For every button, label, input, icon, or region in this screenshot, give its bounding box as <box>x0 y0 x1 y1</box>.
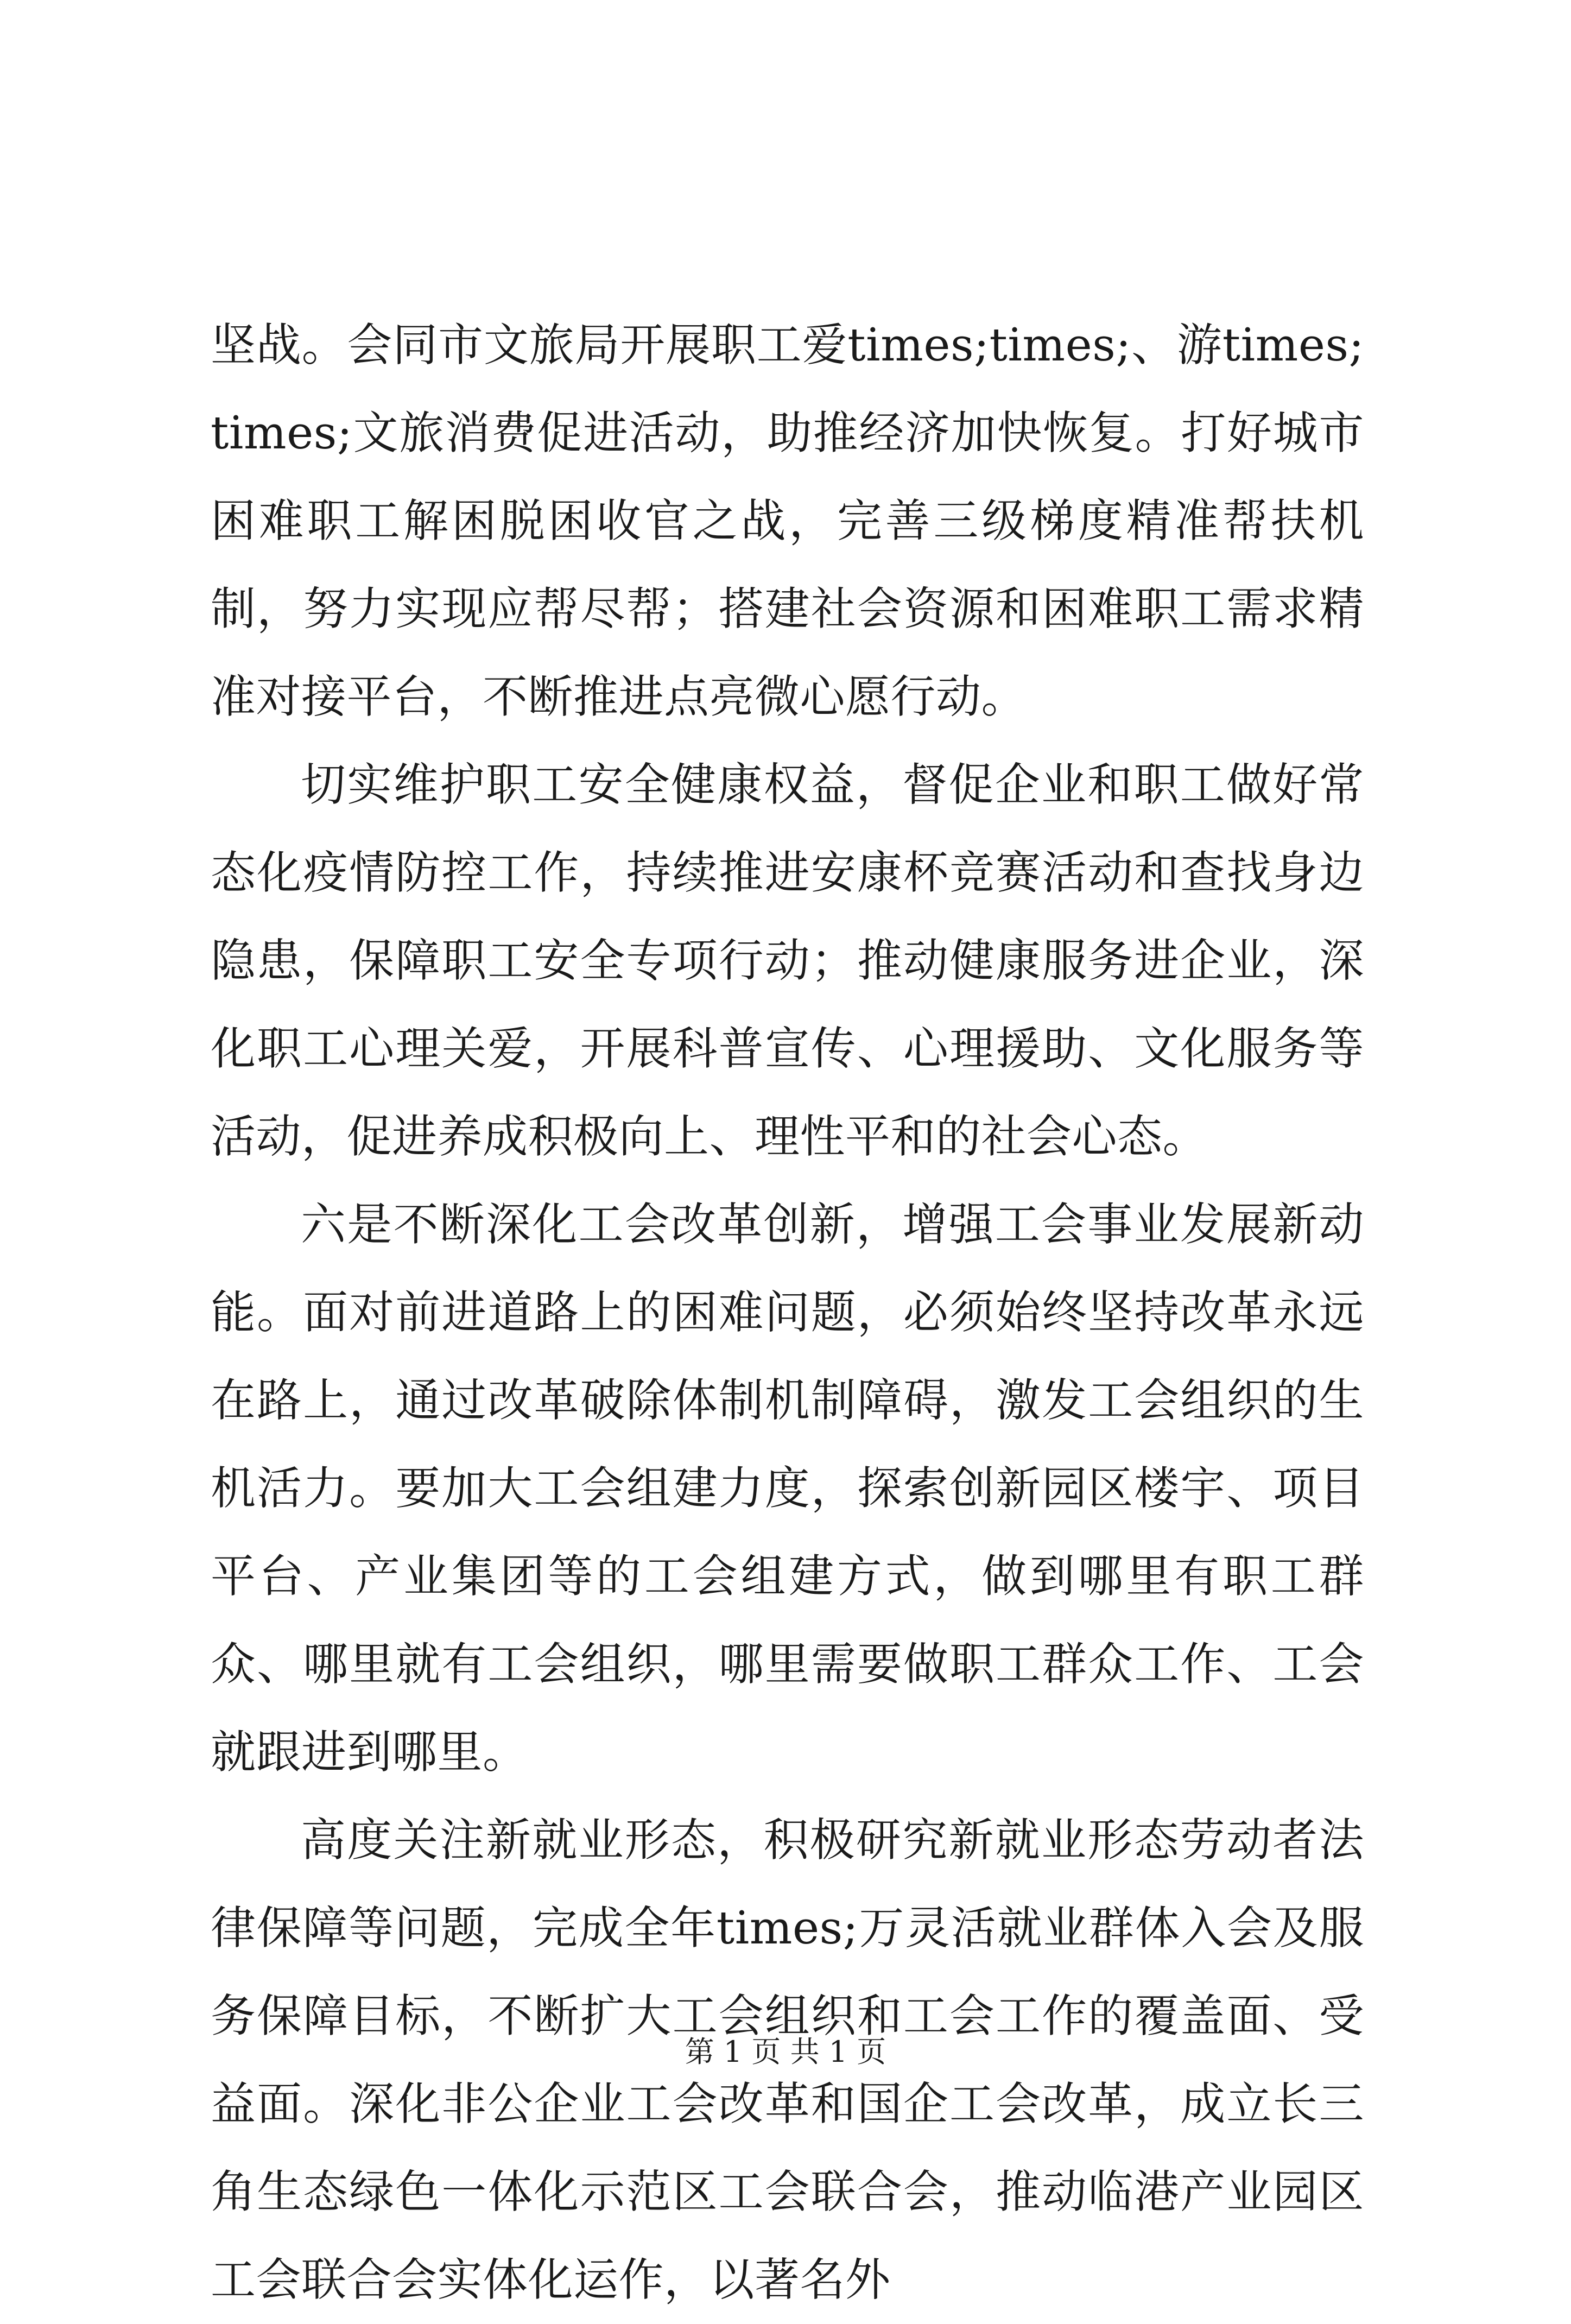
paragraph-1: 坚战。会同市文旅局开展职工爱times;times;、游times;times;文旅消费促进活动，助推经济加快恢复。打好城市困难职工解困脱困收官之战，完善三级梯度精准帮扶机制，努力实现应帮尽帮；搭建社会资源和困难职工需求精准对接平台，不断推进点亮微心愿行动。 <box>211 319 1364 723</box>
page-footer: 第 1 页 共 1 页 <box>685 2035 886 2069</box>
document-body <box>211 301 1364 2324</box>
paragraph-4: 高度关注新就业形态，积极研究新就业形态劳动者法律保障等问题，完成全年times;万灵活就业群体入会及服务保障目标，不断扩大工会组织和工会工作的覆盖面、受益面。深化非公企业工会改革和国企工会改革，成立长三角生态绿色一体化示范区工会联合会，推动临港产业园区工会联合会实体化运作，以著名外 <box>211 1814 1364 2306</box>
paragraph-2: 切实维护职工安全健康权益，督促企业和职工做好常态化疫情防控工作，持续推进安康杯竞赛活动和查找身边隐患，保障职工安全专项行动；推动健康服务进企业，深化职工心理关爱，开展科普宣传、心理援助、文化服务等活动，促进养成积极向上、理性平和的社会心态。 <box>211 758 1364 1163</box>
paragraph-3: 六是不断深化工会改革创新，增强工会事业发展新动能。面对前进道路上的困难问题，必须始终坚持改革永远在路上，通过改革破除体制机制障碍，激发工会组织的生机活力。要加大工会组建力度，探索创新园区楼宇、项目平台、产业集团等的工会组建方式，做到哪里有职工群众、哪里就有工会组织，哪里需要做职工群众工作、工会就跟进到哪里。 <box>211 1198 1364 1778</box>
